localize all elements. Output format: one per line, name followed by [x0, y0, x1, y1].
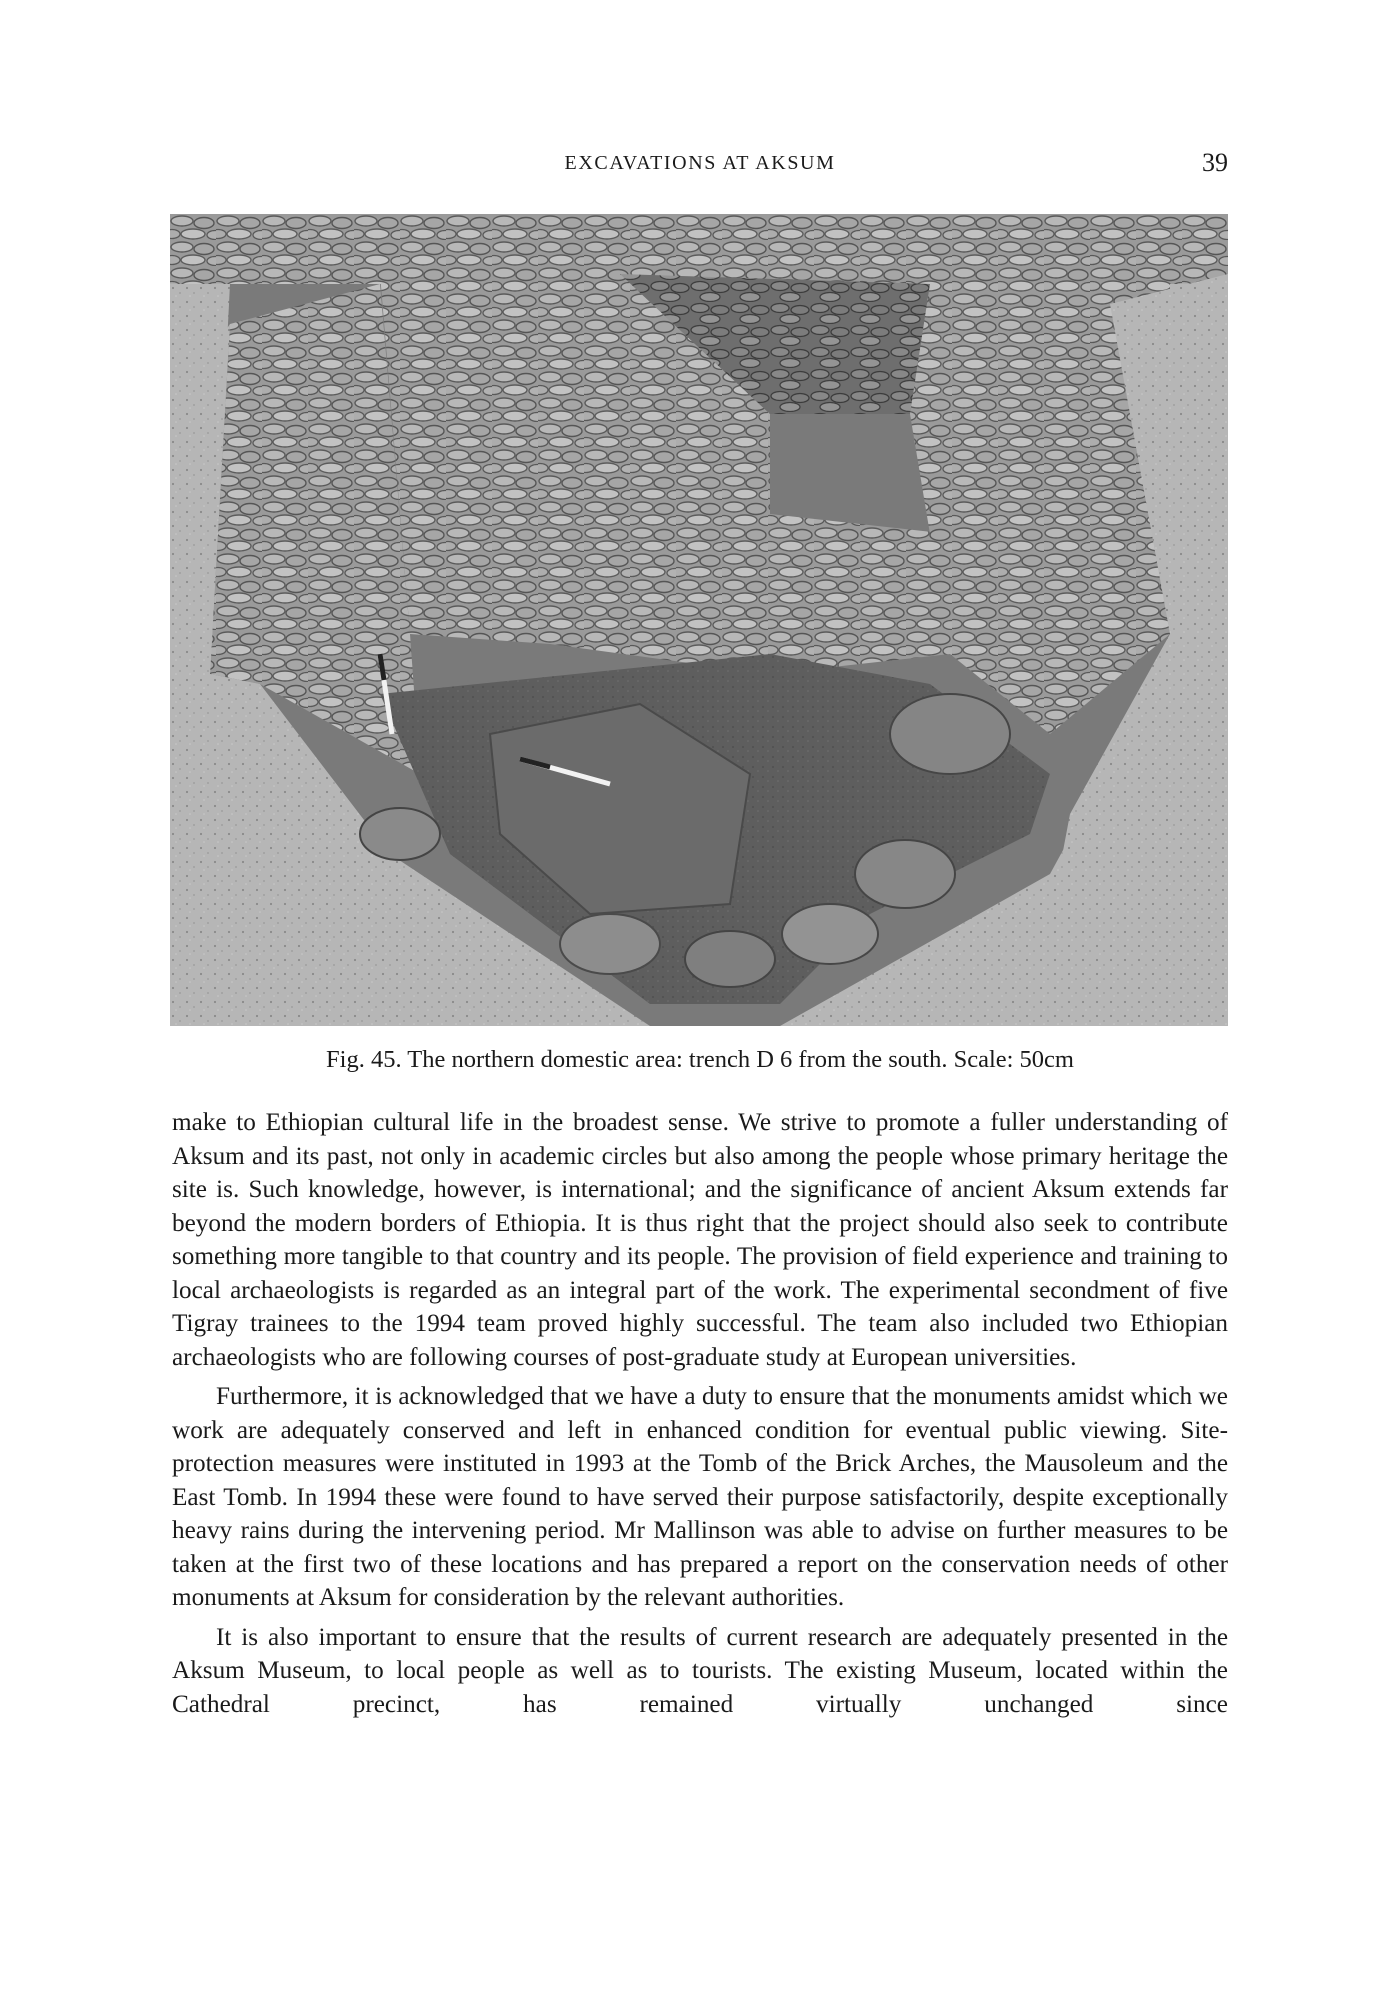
- running-title: EXCAVATIONS AT AKSUM: [564, 152, 836, 174]
- page-number: 39: [1202, 148, 1228, 177]
- body-paragraph: Furthermore, it is acknowledged that we have a duty to ensure that the monuments amidst which we work are adequately conserved and left in enhanced condition for eventual public viewing. Site-protection measures were instituted in 1993 at the Tomb of the Brick Arches, the Mausoleum and the East Tomb. In 1994 these were found to have served their purpose satisfactorily, despite exceptionally heavy rains during the intervening period. Mr Mallinson was able to advise on further measures to be taken at the first two of these locations and has prepared a report on the conservation needs of other monuments at Aksum for consideration by the relevant authorities.: [172, 1383, 1228, 1611]
- figure-caption: Fig. 45. The northern domestic area: trench D 6 from the south. Scale: 50cm: [326, 1046, 1074, 1073]
- running-head: [172, 148, 1228, 178]
- figure-photo: [170, 214, 1228, 1026]
- body-paragraph: make to Ethiopian cultural life in the broadest sense. We strive to promote a fuller understanding of Aksum and its past, not only in academic circles but also among the people whose primary heritage the site is. Such knowledge, however, is international; and the significance of ancient Aksum extends far beyond the modern borders of Ethiopia. It is thus right that the project should also seek to contribute something more tangible to that country and its people. The provision of field experience and training to local archaeologists is regarded as an integral part of the work. The experimental secondment of five Tigray trainees to the 1994 team proved highly successful. The team also included two Ethiopian archaeologists who are following courses of post-graduate study at European universities.: [172, 1109, 1228, 1371]
- trench-photograph: [170, 214, 1228, 1026]
- body-text: [172, 1106, 1228, 1727]
- body-paragraph: It is also important to ensure that the results of current research are adequately presented in the Aksum Museum, to local people as well as to tourists. The existing Museum, located within the Cathedral precinct, has remained virtually unchanged since: [172, 1623, 1228, 1718]
